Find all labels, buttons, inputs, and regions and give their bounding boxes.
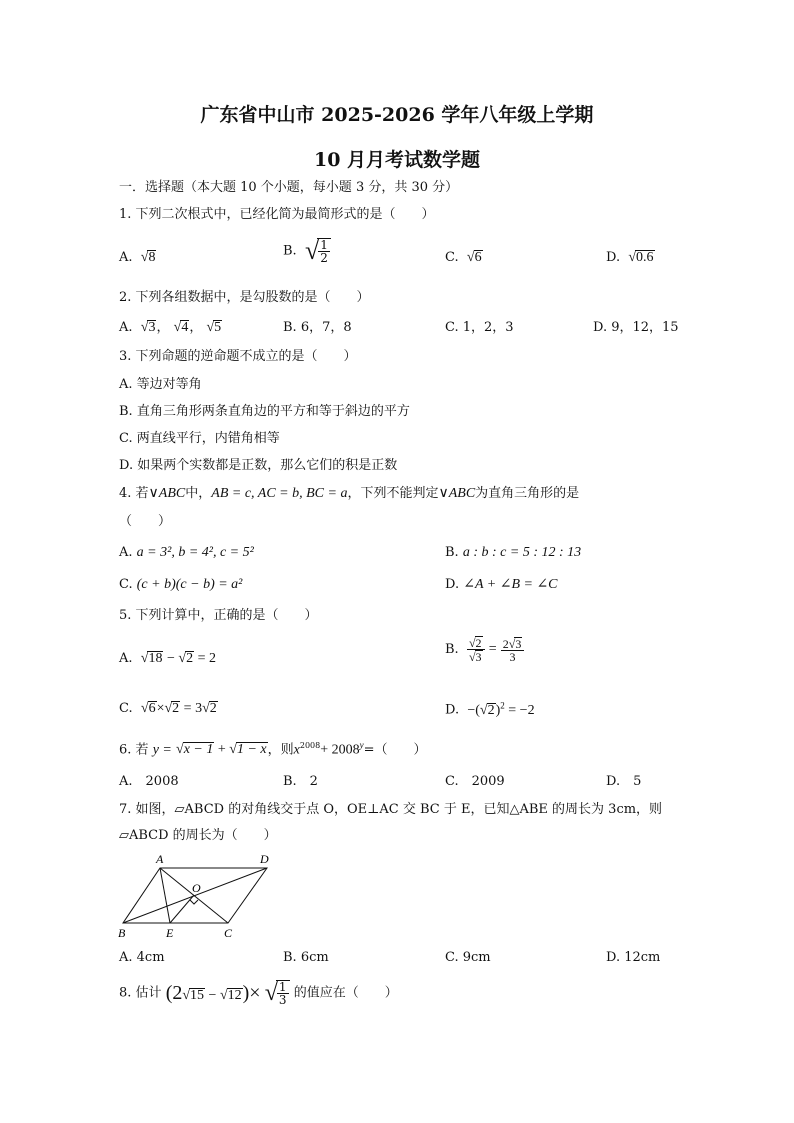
q7-option-b: B. 6cm xyxy=(283,950,329,965)
right-angle-mark xyxy=(190,900,198,904)
q2-option-d: D. 9，12，15 xyxy=(593,320,679,335)
q7-option-c: C. 9cm xyxy=(445,950,491,965)
q1-option-b: B. √ $\frac{1}{2}$ xyxy=(283,238,331,264)
page-subtitle: 10 月月考试数学题 xyxy=(313,149,481,171)
label-a: A xyxy=(156,852,164,866)
q1-c-letter: C. xyxy=(445,250,459,265)
q6-option-a: A. 2008 xyxy=(119,774,179,789)
q2-a-radicand-3: 5 xyxy=(214,320,222,335)
q5-d-rhs: = −2 xyxy=(508,702,535,718)
q4-paren: （ ） xyxy=(119,514,172,529)
q7-option-a: A. 4cm xyxy=(119,950,165,965)
q5-c-radicand-3: 2 xyxy=(209,701,217,716)
q5-option-a: A. √18 − √2 = 2 xyxy=(119,651,216,666)
q5-a-radicand-2: 2 xyxy=(186,651,194,666)
q8-stem-pre: 8. 估计 xyxy=(119,985,162,1001)
q1-stem: 1. 下列二次根式中，已经化简为最简形式的是（ ） xyxy=(119,207,435,222)
q1-c-radicand: 6 xyxy=(474,250,482,265)
q4-option-c xyxy=(119,578,242,592)
q2-a-letter: A. xyxy=(119,320,133,335)
q1-d-radicand: 0.6 xyxy=(636,250,654,265)
q6-exponent-1: 2008 xyxy=(299,741,321,750)
q5-b-rhs-radicand: 3 xyxy=(515,636,522,651)
q1-a-radicand: 8 xyxy=(148,250,156,265)
q8-stem-post: 的值应在（ ） xyxy=(293,985,398,1001)
label-d: D xyxy=(260,852,269,866)
q5-d-exponent: 2 xyxy=(500,700,505,710)
parallelogram-diagram xyxy=(114,850,276,942)
q5-c-radicand-2: 2 xyxy=(172,701,180,716)
q2-option-c: C. 1，2，3 xyxy=(445,320,514,335)
q7-stem-line2: ▱ABCD 的周长为（ ） xyxy=(119,828,277,843)
q6-option-d: D. 5 xyxy=(606,774,642,789)
q2-option-a: A. √3， √4， √5 xyxy=(119,320,222,335)
q6-stem-mid: ，则 xyxy=(267,742,294,758)
q5-b-letter: B. xyxy=(445,642,459,657)
q5-c-rhs: = 3 xyxy=(183,701,203,716)
q3-option-b: B. 直角三角形两条直角边的平方和等于斜边的平方 xyxy=(119,404,410,419)
q4-option-b xyxy=(445,546,581,560)
q6-option-c: C. 2009 xyxy=(445,774,505,789)
diagonal-bd xyxy=(123,868,267,923)
q4-stem-mid2: ，下列不能判定 xyxy=(347,486,439,501)
q5-b-numerator: 2 xyxy=(475,636,482,650)
q4-stem-mid: 中， xyxy=(185,486,212,501)
q4-b-expr: a : b : c = 5 : 12 : 13 xyxy=(462,545,582,560)
q8-radicand-1: 15 xyxy=(190,988,205,1003)
q5-stem: 5. 下列计算中，正确的是（ ） xyxy=(119,608,318,623)
q4-stem xyxy=(119,487,579,501)
q4-a-expr: a = 3², b = 4², c = 5² xyxy=(136,545,254,560)
q2-option-b: B. 6，7，8 xyxy=(283,320,352,335)
q4-triangle: ∨ABC xyxy=(148,486,186,501)
q4-a-letter: A. xyxy=(119,545,133,560)
q8-radicand-2: 12 xyxy=(227,988,242,1003)
segment-ae xyxy=(160,868,170,923)
q5-option-d: D. $-(√2)^2 = -2$ xyxy=(445,700,535,718)
q6-radicand-1: x − 1 xyxy=(183,742,214,758)
q5-d-radicand: 2 xyxy=(487,702,495,718)
q3-option-d: D. 如果两个实数都是正数，那么它们的积是正数 xyxy=(119,458,398,473)
q4-b-letter: B. xyxy=(445,545,459,560)
q5-c-letter: C. xyxy=(119,701,133,716)
q8-denominator: 3 xyxy=(278,993,287,1007)
q6-stem: 6. 若 y = √x − 1 + √1 − x，则$x^{2008}+ 2008^y=$（ ） xyxy=(119,740,427,758)
q8-open-paren: (2 xyxy=(165,982,183,1004)
q4-c-expr: (c + b)(c − b) = a² xyxy=(136,577,243,592)
q5-d-post: ) xyxy=(495,702,501,718)
q5-option-c: C. √6×√2 = 3√2 xyxy=(119,701,217,716)
q4-triangle-2: ∨ABC xyxy=(438,486,476,501)
q4-condition: AB = c, AC = b, BC = a xyxy=(211,486,348,501)
q6-stem-post: =（ ） xyxy=(363,742,427,758)
q4-stem-post: 为直角三角形的是 xyxy=(475,486,580,501)
q5-b-equals: = xyxy=(488,641,497,657)
q4-c-letter: C. xyxy=(119,577,133,592)
q6-plus: + xyxy=(217,742,226,758)
q2-stem: 2. 下列各组数据中，是勾股数的是（ ） xyxy=(119,290,370,305)
q8-close-paren: )× xyxy=(242,982,261,1004)
q6-lhs: y = xyxy=(152,742,172,758)
q3-option-a: A. 等边对等角 xyxy=(119,377,202,392)
q5-a-rhs: = 2 xyxy=(197,651,216,666)
q3-option-c: C. 两直线平行，内错角相等 xyxy=(119,431,280,446)
q2-a-radicand-2: 4 xyxy=(181,320,189,335)
label-b: B xyxy=(118,926,126,940)
q6-option-b: B. 2 xyxy=(283,774,318,789)
q6-stem-pre: 6. 若 xyxy=(119,742,149,758)
label-e: E xyxy=(166,926,174,940)
q5-b-denominator: 3 xyxy=(475,650,482,664)
q4-d-letter: D. xyxy=(445,577,460,592)
q5-b-rhs-denominator: 3 xyxy=(509,649,516,664)
q5-d-letter: D. xyxy=(445,702,460,718)
q1-b-denominator: 2 xyxy=(320,251,328,265)
q1-b-letter: B. xyxy=(283,243,297,259)
q5-a-operator: − xyxy=(166,651,175,666)
q5-a-letter: A. xyxy=(119,651,133,666)
q1-option-a: A. √8 xyxy=(119,250,156,265)
section-heading: 一．选择题（本大题 10 个小题，每小题 3 分，共 30 分） xyxy=(119,180,459,195)
q5-option-b: B. $\frac{√2}{√3}$ = $\frac{2√3}{3}$ xyxy=(445,636,524,663)
label-o: O xyxy=(192,881,201,895)
q7-stem-line1: 7. 如图，▱ABCD 的对角线交于点 O，OE⊥AC 交 BC 于 E，已知△ABE 的周长为 3cm，则 xyxy=(119,802,663,817)
q6-term-2: + 2008 xyxy=(320,742,360,758)
page-title: 广东省中山市 2025-2026 学年八年级上学期 xyxy=(200,104,594,126)
q5-c-radicand-1: 6 xyxy=(148,701,156,716)
q4-d-expr: ∠A + ∠B = ∠C xyxy=(463,577,558,592)
q8-stem: 8. 估计 (2√15 − √12)× √ $\frac{1}{3}$ 的值应在（ ） xyxy=(119,980,398,1007)
q8-minus: − xyxy=(208,988,217,1003)
q1-b-numerator: 1 xyxy=(320,238,328,252)
q5-b-rhs-coef: 2 xyxy=(502,636,509,651)
q2-a-radicand-1: 3 xyxy=(148,320,156,335)
q1-option-d: D. √0.6 xyxy=(606,250,654,265)
q4-option-d xyxy=(445,578,558,592)
q4-option-a xyxy=(119,546,254,560)
label-c: C xyxy=(224,926,233,940)
q4-stem-pre: 4. 若 xyxy=(119,486,149,501)
q1-d-letter: D. xyxy=(606,250,621,265)
q5-a-radicand-1: 18 xyxy=(148,651,163,666)
q8-numerator: 1 xyxy=(278,980,287,994)
q6-exponent-2: y xyxy=(359,740,364,750)
q1-a-letter: A. xyxy=(119,250,133,265)
q3-stem: 3. 下列命题的逆命题不成立的是（ ） xyxy=(119,349,357,364)
segment-oe xyxy=(170,895,194,923)
q1-option-c: C. √6 xyxy=(445,250,482,265)
q6-base-x: x xyxy=(293,742,300,758)
q5-c-operator: × xyxy=(156,701,165,716)
q5-d-pre: −( xyxy=(467,702,480,718)
q7-option-d: D. 12cm xyxy=(606,950,661,965)
q6-radicand-2: 1 − x xyxy=(236,742,267,758)
